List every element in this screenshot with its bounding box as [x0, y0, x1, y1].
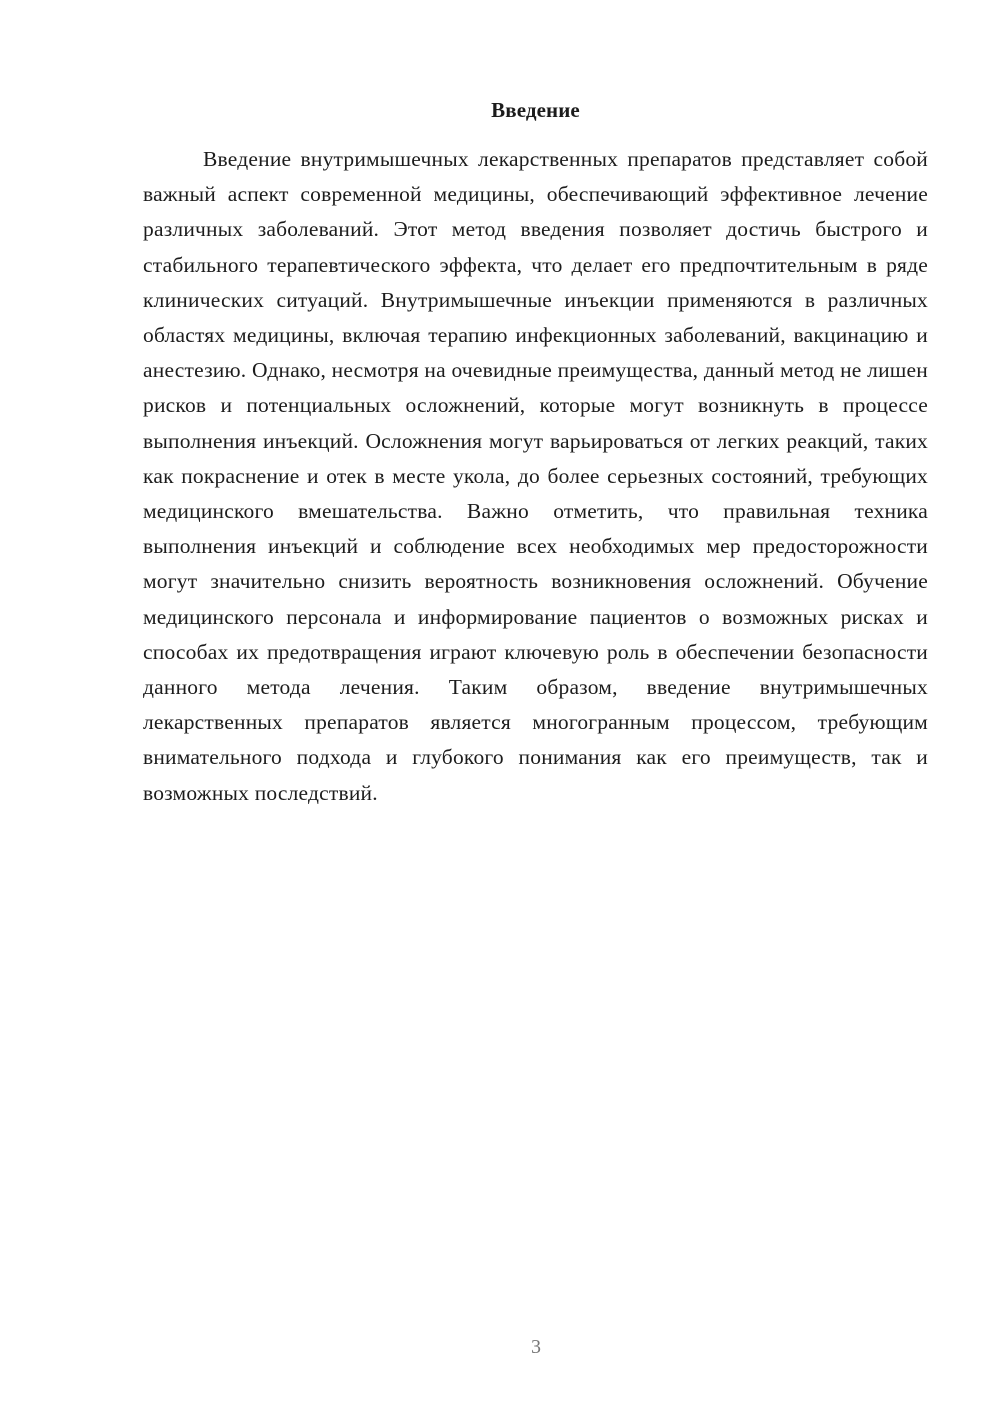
- body-paragraph: Введение внутримышечных лекарственных препаратов представляет собой важный аспект современной медицины, обеспечивающий эффективное лечение различных заболеваний. Этот метод введения позволяет достичь быстрого и стабильного терапевтического эффекта, что делает его предпочтительным в ряде клинических ситуаций. Внутримышечные инъекции применяются в различных областях медицины, включая терапию инфекционных заболеваний, вакцинацию и анестезию. Однако, несмотря на очевидные преимущества, данный метод не лишен рисков и потенциальных осложнений, которые могут возникнуть в процессе выполнения инъекций. Осложнения могут варьироваться от легких реакций, таких как покраснение и отек в месте укола, до более серьезных состояний, требующих медицинского вмешательства. Важно отметить, что правильная техника выполнения инъекций и соблюдение всех необходимых мер предосторожности могут значительно снизить вероятность возникновения осложнений. Обучение медицинского персонала и информирование пациентов о возможных рисках и способах их предотвращения играют ключевую роль в обеспечении безопасности данного метода лечения. Таким образом, введение внутримышечных лекарственных препаратов является многогранным процессом, требующим внимательного подхода и глубокого понимания как его преимуществ, так и возможных последствий.: [143, 147, 928, 805]
- section-heading: Введение: [491, 98, 580, 122]
- page-number: 3: [531, 1336, 541, 1358]
